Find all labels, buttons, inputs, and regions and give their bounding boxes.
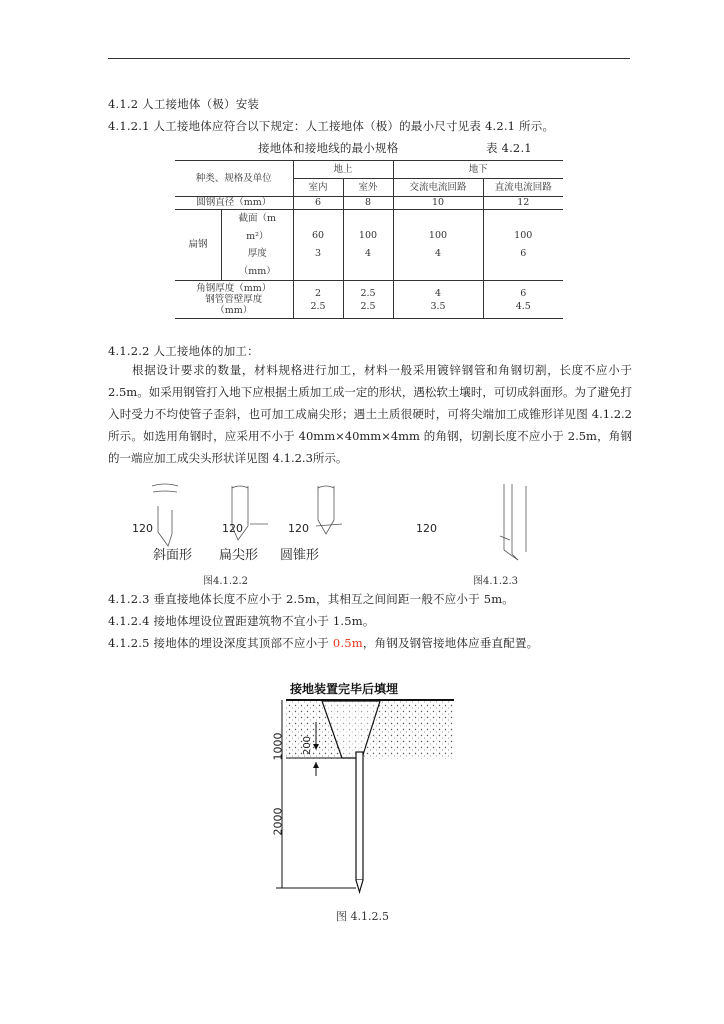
spec-table (175, 160, 563, 319)
text-span: 4.1.2.5 接地体的埋设深度其顶部不应小于 (108, 636, 333, 650)
flat-steel-dc (483, 210, 563, 281)
pipe-3-cone (318, 520, 334, 534)
angle-pipe-ac (393, 281, 483, 319)
cell: 2.5 (310, 300, 326, 312)
flat-steel-section-unit: m²） (246, 230, 269, 242)
angle-thickness-label: 角钢厚度（mm） (196, 283, 272, 294)
sub-dc: 直流电流回路 (483, 179, 563, 197)
flat-steel-name: 扁钢 (188, 239, 208, 250)
pipe-2-top (232, 486, 248, 488)
cell: 100 (358, 230, 378, 241)
dim-label: 120 (416, 522, 437, 535)
cell: 2 (314, 287, 322, 299)
sub-ac: 交流电流回路 (393, 179, 483, 197)
flat-steel-section-label: 截面（m (238, 213, 276, 225)
table-caption: 接地体和接地线的最小规格 (258, 141, 399, 155)
row-angle-pipe-label (175, 281, 293, 319)
flat-steel-ac (393, 210, 483, 281)
header-rule (108, 58, 630, 59)
cell: 6 (293, 197, 343, 210)
dim-1000: 1000 (271, 732, 285, 761)
shape-label-bevel: 斜面形 (153, 548, 193, 563)
paragraph-4-1-2-3: 4.1.2.3 垂直接地体长度不应小于 2.5m，其相互之间间距一般不应小于 5m。 (108, 592, 515, 606)
shape-label-cone: 圆锥形 (280, 548, 320, 563)
section-heading: 4.1.2 人工接地体（极）安装 (108, 97, 260, 111)
dim-2000: 2000 (271, 807, 285, 836)
header-below: 地下 (393, 161, 563, 179)
ground-rod (356, 752, 363, 880)
text-span: ，角钢及钢管接地体应垂直配置。 (362, 636, 539, 650)
ground-rod-tip (356, 880, 363, 892)
dim-label: 120 (132, 522, 153, 535)
angle-pipe-dc (483, 281, 563, 319)
cell: 3.5 (430, 300, 446, 312)
cell: 6 (520, 287, 527, 299)
figure-caption-4-1-2-2: 图4.1.2.2 (203, 576, 248, 587)
pipe-3-top (318, 486, 334, 488)
fill-figure-title: 接地装置完毕后填埋 (290, 682, 399, 696)
cell: 10 (393, 197, 483, 210)
heading-4-1-2-2: 4.1.2.2 人工接地体的加工： (108, 344, 259, 358)
pipe-wall-unit: （mm） (215, 305, 253, 316)
flat-steel-indoor (293, 210, 343, 281)
header-kind: 种类、规格及单位 (195, 172, 272, 184)
paragraph-4-1-2-2: 根据设计要求的数量，材料规格进行加工，材料一般采用镀锌钢管和角钢切割，长度不应小于2.5m。如采用钢管打入地下应根据土质加工成一定的形状，遇松软土壤时，可切成斜面形。为了避免打入时受力不均使管子歪斜，也可加工成扁尖形；遇土土质很硬时，可将尖端加工成锥形详见图 4.1.2.2 所示。如选用角钢时，应采用不小于 40mm×40mm×4mm 的角钢，切割长度不应小于 2.5m，角钢的一端应加工成尖头形状详见图 4.1.2.3所示。 (108, 363, 632, 465)
angle-pipe-indoor (293, 281, 343, 319)
cell: 8 (343, 197, 393, 210)
table-number: 表 4.2.1 (486, 141, 532, 155)
cell: 4 (434, 287, 442, 299)
figure-caption-4-1-2-5: 图 4.1.2.5 (336, 910, 389, 923)
cell: 60 (311, 230, 325, 241)
dim-label: 120 (222, 522, 243, 535)
cell: 2.5 (360, 287, 376, 299)
pipe-1-top (152, 484, 178, 486)
sub-outdoor: 室外 (343, 179, 393, 197)
angle-steel-tip (512, 554, 518, 560)
paragraph-4-1-2-5 (108, 635, 538, 651)
flat-steel-outdoor (343, 210, 393, 281)
angle-pipe-outdoor (343, 281, 393, 319)
dim-label: 120 (288, 522, 309, 535)
angle-steel-tip (504, 550, 518, 560)
cell: 6 (520, 248, 527, 259)
grounding-burial-diagram (264, 692, 464, 902)
cell: 4.5 (515, 300, 531, 312)
pipe-shapes-figure (120, 480, 570, 585)
angle-steel-mark (500, 536, 510, 540)
dim-200: 200 (302, 735, 314, 756)
paragraph-4-1-2-1: 4.1.2.1 人工接地体应符合以下规定：人工接地体（极）的最小尺寸见表 4.2.1 所示。 (108, 119, 555, 133)
pipe-wall-label: 钢管管壁厚度 (205, 294, 263, 305)
cell: 100 (514, 230, 533, 241)
flat-steel-thickness-unit: （mm） (238, 265, 276, 277)
cell: 4 (434, 248, 442, 259)
sub-indoor: 室内 (293, 179, 343, 197)
row-round-steel-label: 圆钢直径（mm） (196, 197, 272, 208)
figure-caption-4-1-2-3: 图4.1.2.3 (473, 576, 518, 587)
flat-steel-thickness-label: 厚度 (247, 248, 267, 260)
cell: 100 (428, 230, 448, 241)
shape-label-flat-point: 扁尖形 (219, 548, 259, 563)
pipe-1-ring (153, 491, 177, 492)
row-flat-steel-label (175, 210, 293, 281)
cell: 4 (364, 248, 372, 259)
highlight-depth: 0.5m (332, 636, 363, 650)
cell: 12 (483, 197, 563, 210)
header-above: 地上 (293, 161, 393, 179)
cell: 2.5 (360, 300, 376, 312)
pipe-3-dim-line (316, 524, 342, 526)
paragraph-4-1-2-4: 4.1.2.4 接地体埋设位置距建筑物不宜小于 1.5m。 (108, 614, 375, 628)
cell: 3 (314, 248, 322, 259)
